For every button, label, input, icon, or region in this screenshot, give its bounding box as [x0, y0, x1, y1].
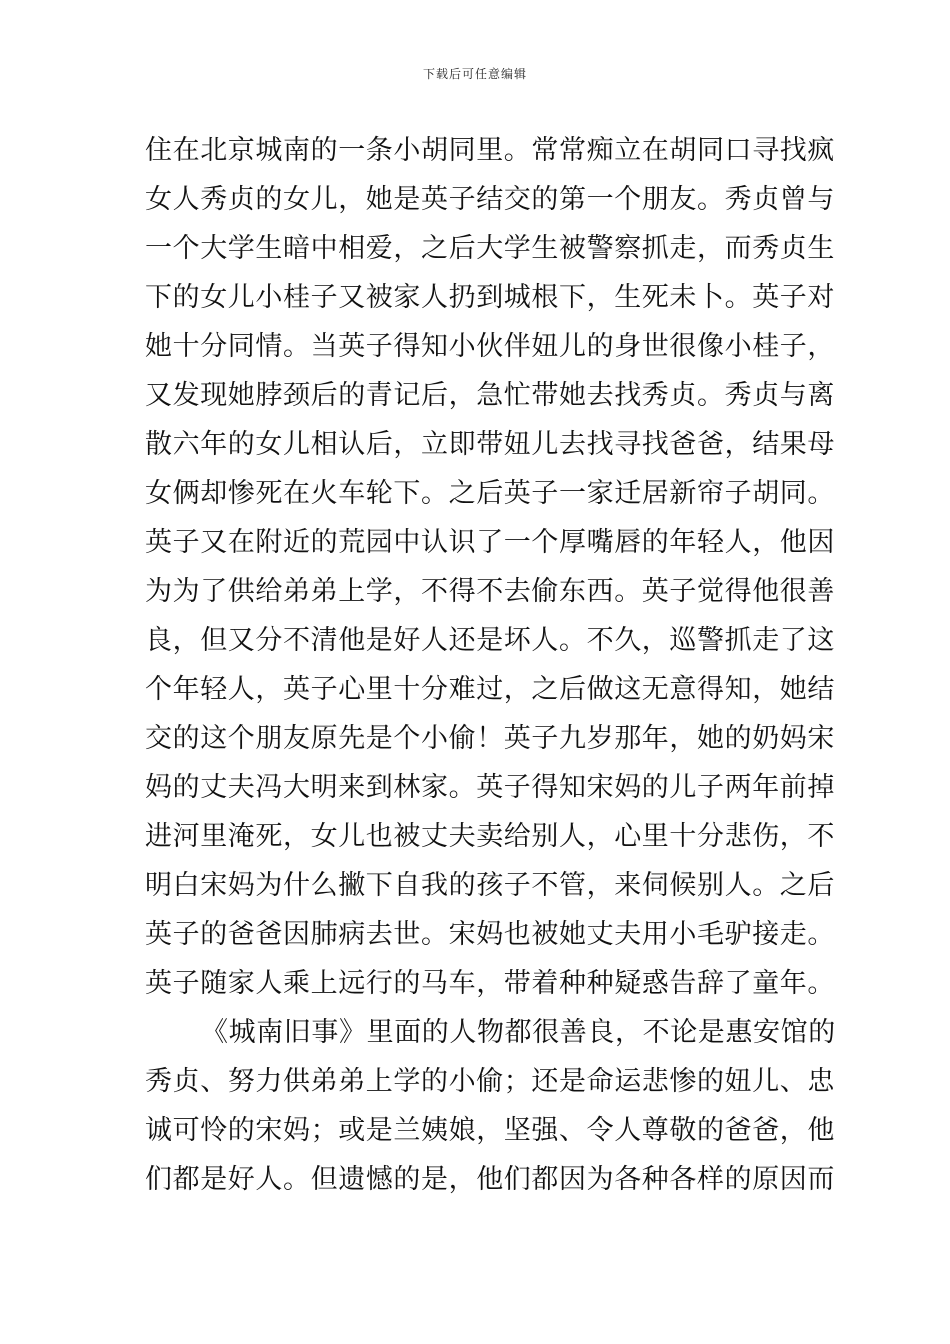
text-line: 又发现她脖颈后的青记后，急忙带她去找秀贞。秀贞与离 — [145, 380, 835, 411]
body-text — [145, 126, 836, 1204]
text-line: 们都是好人。但遗憾的是，他们都因为各种各样的原因而 — [145, 1164, 835, 1195]
text-line: 女俩却惨死在火车轮下。之后英子一家迁居新帘子胡同。 — [145, 478, 835, 509]
text-line: 住在北京城南的一条小胡同里。常常痴立在胡同口寻找疯 — [145, 135, 835, 166]
text-line: 妈的丈夫冯大明来到林家。英子得知宋妈的儿子两年前掉 — [145, 772, 835, 803]
text-line: 英子的爸爸因肺病去世。宋妈也被她丈夫用小毛驴接走。 — [145, 919, 835, 950]
text-line: 个年轻人，英子心里十分难过，之后做这无意得知，她结 — [145, 674, 835, 705]
text-line: 散六年的女儿相认后，立即带妞儿去找寻找爸爸，结果母 — [145, 429, 835, 460]
text-line: 良，但又分不清他是好人还是坏人。不久，巡警抓走了这 — [145, 625, 835, 656]
page-header: 下载后可任意编辑 — [422, 67, 527, 81]
text-line: 下的女儿小桂子又被家人扔到城根下，生死未卜。英子对 — [145, 282, 835, 313]
text-line: 英子又在附近的荒园中认识了一个厚嘴唇的年轻人，他因 — [145, 527, 835, 558]
text-line: 进河里淹死，女儿也被丈夫卖给别人，心里十分悲伤，不 — [145, 821, 835, 852]
text-line: 为为了供给弟弟上学，不得不去偷东西。英子觉得他很善 — [145, 576, 835, 607]
text-line: 女人秀贞的女儿，她是英子结交的第一个朋友。秀贞曾与 — [145, 184, 835, 215]
text-line: 英子随家人乘上远行的马车，带着种种疑惑告辞了童年。 — [145, 968, 835, 999]
text-line: 明白宋妈为什么撇下自我的孩子不管，来伺候别人。之后 — [145, 870, 835, 901]
text-line: 秀贞、努力供弟弟上学的小偷；还是命运悲惨的妞儿、忠 — [145, 1066, 835, 1097]
text-line: 诚可怜的宋妈；或是兰姨娘，坚强、令人尊敬的爸爸，他 — [145, 1115, 835, 1146]
paragraph-first-line: 《城南旧事》里面的人物都很善良，不论是惠安馆的 — [201, 1017, 836, 1048]
text-line: 一个大学生暗中相爱，之后大学生被警察抓走，而秀贞生 — [145, 233, 835, 264]
text-line: 她十分同情。当英子得知小伙伴妞儿的身世很像小桂子， — [145, 331, 835, 362]
text-line: 交的这个朋友原先是个小偷！英子九岁那年，她的奶妈宋 — [145, 723, 835, 754]
